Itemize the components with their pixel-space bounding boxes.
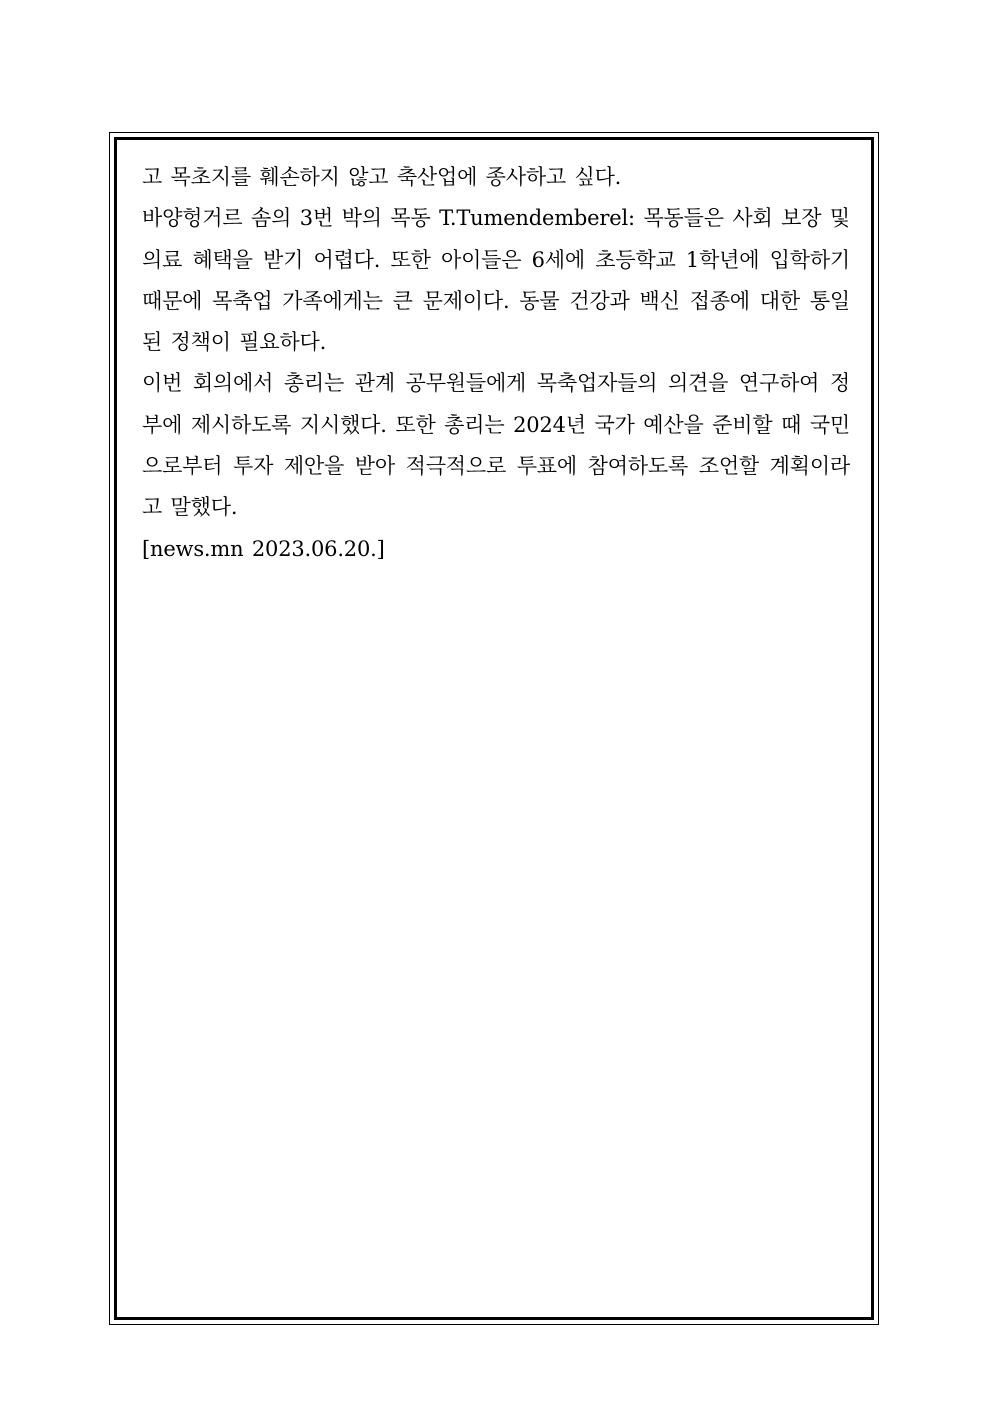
paragraph-continuation: 고 목초지를 훼손하지 않고 축산업에 종사하고 싶다. <box>142 165 622 189</box>
paragraph-herder-statement: 바양헝거르 솜의 3번 박의 목동 T.Tumendemberel: 목동들은 사회 보장 및 의료 혜택을 받기 어렵다. 또한 아이들은 6세에 초등학교 1학년에 입학하기 때문에 목축업 가족에게는 큰 문제이다. 동물 건강과 백신 접종에 대한 통일된 정책이 필요하다. <box>142 206 850 355</box>
paragraph-prime-minister: 이번 회의에서 총리는 관계 공무원들에게 목축업자들의 의견을 연구하여 정부에 제시하도록 지시했다. 또한 총리는 2024년 국가 예산을 준비할 때 국민으로부터 투자 제안을 받아 적극적으로 투표에 참여하도록 조언할 계획이라고 말했다. <box>142 371 850 520</box>
source-citation: [news.mn 2023.06.20.] <box>142 536 385 561</box>
document-body <box>142 157 850 570</box>
